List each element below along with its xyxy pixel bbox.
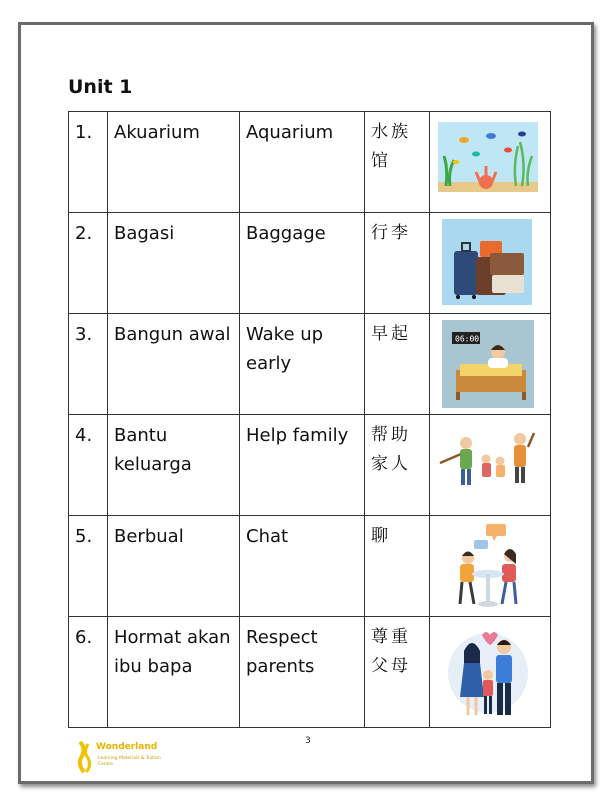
row-number: 2.	[69, 213, 108, 314]
table-row	[69, 415, 551, 516]
illustration-cell	[430, 112, 551, 213]
malay-word: Akuarium	[108, 112, 240, 213]
chinese-word: 尊重父母	[365, 617, 430, 728]
chinese-word: 早起	[365, 314, 430, 415]
row-number: 1.	[69, 112, 108, 213]
table-row	[69, 314, 551, 415]
malay-word: Bantu keluarga	[108, 415, 240, 516]
english-word: Wake up early	[240, 314, 365, 415]
malay-word: Berbual	[108, 516, 240, 617]
clock-readout: 06:00	[455, 334, 480, 344]
parents-icon	[436, 621, 540, 723]
illustration-cell	[430, 516, 551, 617]
english-word: Aquarium	[240, 112, 365, 213]
malay-word: Bangun awal	[108, 314, 240, 415]
page-number: 3	[305, 736, 311, 746]
table-row	[69, 112, 551, 213]
row-number: 3.	[69, 314, 108, 415]
table-row	[69, 516, 551, 617]
row-number: 5.	[69, 516, 108, 617]
table-row	[69, 213, 551, 314]
illustration-cell	[430, 314, 551, 415]
vocabulary-table	[68, 111, 551, 728]
wake-up-icon	[436, 318, 540, 410]
english-word: Respect parents	[240, 617, 365, 728]
chinese-word: 聊	[365, 516, 430, 617]
malay-word: Bagasi	[108, 213, 240, 314]
english-word: Baggage	[240, 213, 365, 314]
unit-title: Unit 1	[68, 76, 133, 98]
aquarium-icon	[436, 116, 540, 196]
chinese-word: 行李	[365, 213, 430, 314]
brand-name: Wonderland	[96, 742, 158, 752]
english-word: Chat	[240, 516, 365, 617]
illustration-cell	[430, 415, 551, 516]
table-row	[69, 617, 551, 728]
family-help-icon	[436, 419, 540, 499]
chat-icon	[436, 520, 540, 612]
malay-word: Hormat akan ibu bapa	[108, 617, 240, 728]
english-word: Help family	[240, 415, 365, 516]
illustration-cell	[430, 617, 551, 728]
brand-subtitle: Learning Materials & Tuition Centre	[98, 756, 161, 767]
chinese-word: 水族馆	[365, 112, 430, 213]
chinese-word: 帮助家人	[365, 415, 430, 516]
illustration-cell	[430, 213, 551, 314]
row-number: 4.	[69, 415, 108, 516]
row-number: 6.	[69, 617, 108, 728]
luggage-icon	[436, 217, 540, 307]
